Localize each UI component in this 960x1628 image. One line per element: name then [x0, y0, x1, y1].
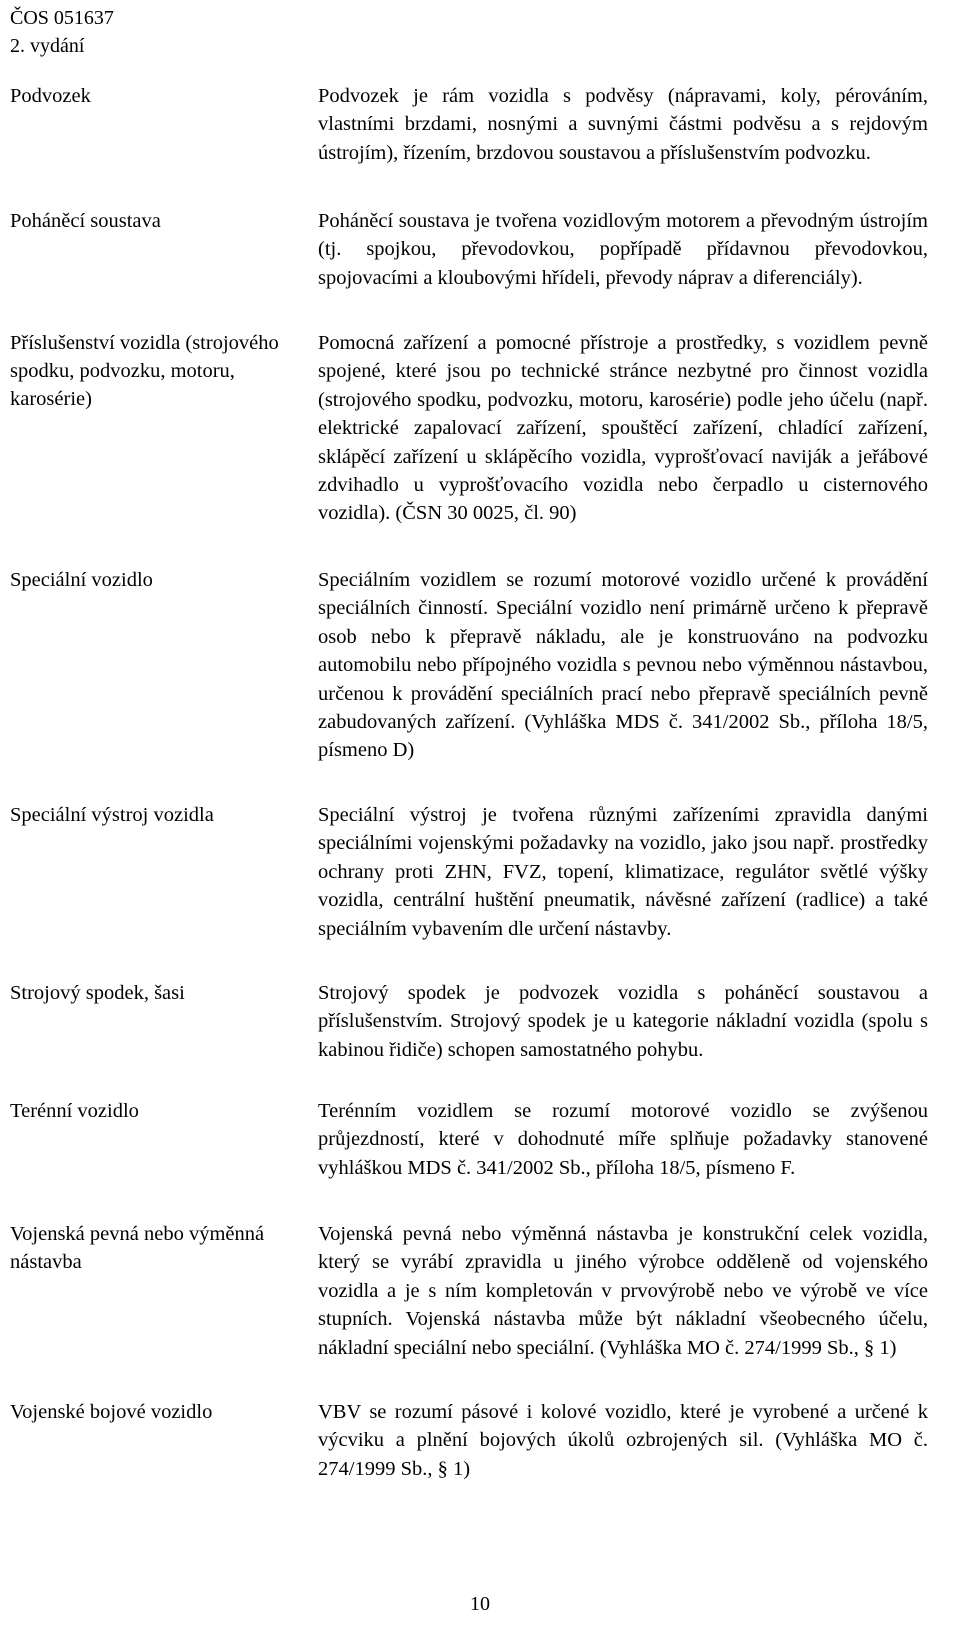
definition-text: Poháněcí soustava je tvořena vozidlovým motorem a převodným ústrojím (tj. spojkou, převodovkou, popřípadě přídavnou převodovkou, spojovacími a kloubovými hřídeli, převody náprav a diferenciály).: [318, 210, 928, 289]
definition-text: Vojenská pevná nebo výměnná nástavba je konstrukční celek vozidla, který se vyrábí zpravidla u jiného výrobce odděleně od vojenského vozidla a je s ním kompletován v prvovýrobě nebo ve výrobě ve více stupních. Vojenská nástavba může být nákladní všeobecného účelu, nákladní speciální nebo speciální. (Vyhláška MO č. 274/1999 Sb., § 1): [318, 1223, 928, 1359]
definition-row-vojenska-nastavba: [10, 1220, 928, 1398]
definition-row-podvozek: [10, 82, 928, 207]
definition-text: Podvozek je rám vozidla s podvěsy (nápravami, koly, pérováním, vlastními brzdami, nosnými a suvnými částmi podvěsu a s rejdovým ústrojím), řízením, brzdovou soustavou a příslušenstvím podvozku.: [318, 85, 928, 164]
definition-row-specialni-vystroj: [10, 801, 928, 979]
term: Vojenská pevná nebo výměnná nástavba: [10, 1223, 265, 1273]
definition-text: VBV se rozumí pásové i kolové vozidlo, které je vyrobené a určené k výcviku a plnění bojových úkolů ozbrojených sil. (Vyhláška MO č. 274/1999 Sb., § 1): [318, 1401, 928, 1480]
document-header: [10, 4, 114, 60]
definition-text: Strojový spodek je podvozek vozidla s poháněcí soustavou a příslušenstvím. Strojový spodek je u kategorie nákladní vozidla (spolu s kabinou řidiče) schopen samostatného pohybu.: [318, 982, 928, 1061]
term: Strojový spodek, šasi: [10, 982, 185, 1004]
definition-row-terenni-vozidlo: [10, 1097, 928, 1220]
definition-row-prislusenstvi-vozidla: [10, 329, 928, 566]
standard-number: ČOS 051637: [10, 7, 114, 29]
definition-text: Terénním vozidlem se rozumí motorové vozidlo se zvýšenou průjezdností, které v dohodnuté míře splňuje požadavky stanovené vyhláškou MDS č. 341/2002 Sb., příloha 18/5, písmeno F.: [318, 1100, 928, 1179]
definition-row-specialni-vozidlo: [10, 566, 928, 801]
term: Podvozek: [10, 85, 91, 107]
definition-text: Pomocná zařízení a pomocné přístroje a prostředky, s vozidlem pevně spojené, které jsou po technické stránce nezbytné pro činnost vozidla (strojového spodku, podvozku, motoru, karosérie) podle jeho účelu (např. elektrické zapalovací zařízení, spouštěcí zařízení, chladící zařízení, sklápěcí zařízení u sklápěcího vozidla, vyprošťovací naviják a jeřábové zdvihadlo u vyprošťovacího vozidla nebo čerpadlo u cisternového vozidla). (ČSN 30 0025, čl. 90): [318, 332, 928, 525]
term: Poháněcí soustava: [10, 210, 161, 232]
definition-text: Speciálním vozidlem se rozumí motorové vozidlo určené k provádění speciálních činností. Speciální vozidlo není primárně určeno k přepravě osob nebo k přepravě nákladu, ale je konstruováno na podvozku automobilu nebo přípojného vozidla s pevnou nebo výměnnou nástavbou, určenou k provádění speciálních prací nebo přepravě speciálních pevně zabudovaných zařízení. (Vyhláška MDS č. 341/2002 Sb., příloha 18/5, písmeno D): [318, 569, 928, 762]
term: Vojenské bojové vozidlo: [10, 1401, 213, 1423]
term: Speciální výstroj vozidla: [10, 804, 214, 826]
definition-text: Speciální výstroj je tvořena různými zařízeními zpravidla danými speciálními vojenskými požadavky na vozidlo, jako jsou např. prostředky ochrany proti ZHN, FVZ, topení, klimatizace, regulátor světlé výšky vozidla, centrální huštění pneumatik, návěsné zařízení (radlice) a také speciálním vybavením dle určení nástavby.: [318, 804, 928, 940]
definition-row-vojenske-bojove-vozidlo: [10, 1398, 928, 1488]
edition-label: 2. vydání: [10, 35, 85, 57]
definition-row-pohaneci-soustava: [10, 207, 928, 329]
term: Terénní vozidlo: [10, 1100, 139, 1122]
term: Příslušenství vozidla (strojového spodku, podvozku, motoru, karosérie): [10, 332, 279, 410]
definition-row-strojovy-spodek: [10, 979, 928, 1097]
term: Speciální vozidlo: [10, 569, 153, 591]
definitions-list: [10, 82, 928, 1488]
page-number: 10: [470, 1593, 490, 1615]
